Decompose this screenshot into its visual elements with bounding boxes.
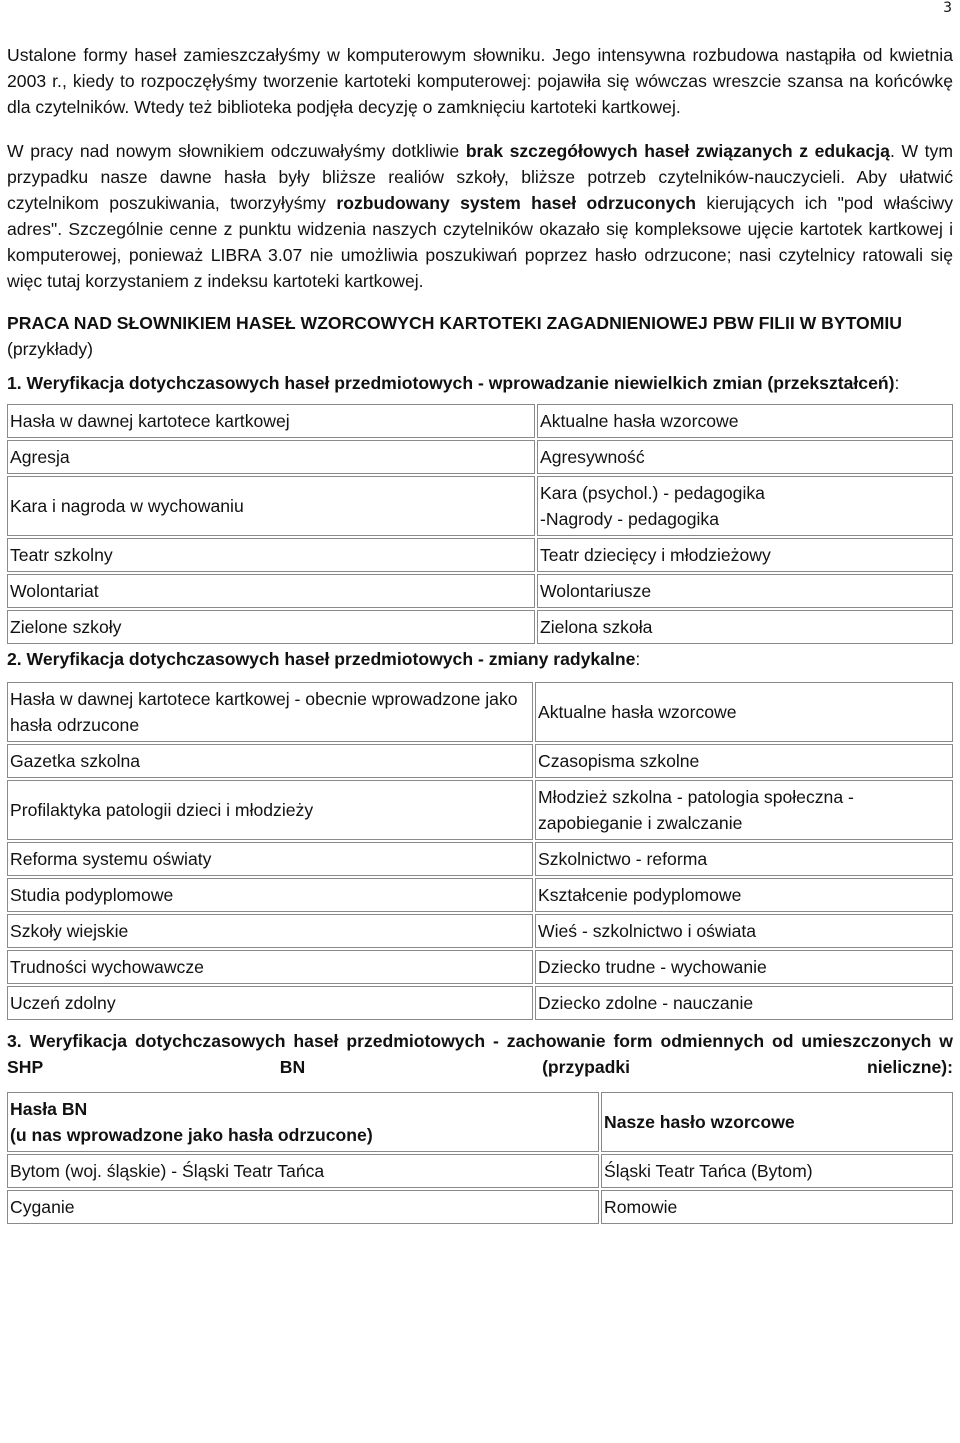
header-old-heading: Hasła w dawnej kartotece kartkowej - obecnie wprowadzone jako hasła odrzucone [7, 682, 533, 742]
main-heading-note: (przykłady) [7, 339, 94, 359]
main-heading [7, 310, 953, 362]
section2-heading-suffix: : [635, 649, 641, 669]
header-old-heading: Hasła BN (u nas wprowadzone jako hasła odrzucone) [7, 1092, 599, 1152]
current-heading-cell: Kształcenie podyplomowe [535, 878, 953, 912]
paragraph-text: kierujących ich "pod właściwy adres". Szczególnie cenne z punktu widzenia naszych czytelników okazało się kompleksowe ujęcie kartotek kartkowej i komputerowej, ponieważ LIBRA 3.07 nie umożliwia poszukiwań poprzez hasło odrzucone; nasi czytelnicy ratowali się więc tutaj korzystaniem z indeksu kartoteki kartkowej. [7, 193, 953, 291]
table-row [7, 842, 953, 876]
page-number: 3 [943, 0, 952, 16]
old-heading-cell: Gazetka szkolna [7, 744, 533, 778]
current-heading-cell: Wieś - szkolnictwo i oświata [535, 914, 953, 948]
old-heading-cell: Uczeń zdolny [7, 986, 533, 1020]
current-heading-cell: Teatr dziecięcy i młodzieżowy [537, 538, 953, 572]
current-heading-cell: Śląski Teatr Tańca (Bytom) [601, 1154, 953, 1188]
table-row [7, 476, 953, 536]
table-header-row [7, 682, 953, 742]
section3-heading-bold: 3. Weryfikacja dotychczasowych haseł przedmiotowych - zachowanie form odmiennych od umieszczonych w SHP BN (przypadki nieliczne): [7, 1031, 953, 1077]
old-heading-cell: Kara i nagroda w wychowaniu [7, 476, 535, 536]
paragraph-intro: Ustalone formy haseł zamieszczałyśmy w komputerowym słowniku. Jego intensywna rozbudowa nastąpiła od kwietnia 2003 r., kiedy to rozpoczęłyśmy tworzenie kartoteki komputerowej: pojawiła się wówczas wreszcie szansa na końcówkę dla czytelników. Wtedy też biblioteka podjęła decyzję o zamknięciu kartoteki kartkowej. [7, 45, 953, 117]
section3-heading [7, 1028, 953, 1080]
paragraph-text: W pracy nad nowym słownikiem odczuwałyśmy dotkliwie [7, 141, 466, 161]
current-heading-cell: Romowie [601, 1190, 953, 1224]
table-row [7, 538, 953, 572]
table-row [7, 440, 953, 474]
old-heading-cell: Studia podyplomowe [7, 878, 533, 912]
section3-table [5, 1090, 955, 1226]
section1-table [5, 402, 955, 646]
old-heading-cell: Teatr szkolny [7, 538, 535, 572]
old-heading-cell: Reforma systemu oświaty [7, 842, 533, 876]
section2-table [5, 680, 955, 1022]
header-current-heading: Aktualne hasła wzorcowe [537, 404, 953, 438]
paragraph-text: . W tym przypadku nasze dawne hasła były bliższe realiów szkoły, bliższe potrzeb czytelników-nauczycieli. Aby ułatwić czytelnikom poszukiwania, tworzyłyśmy [7, 141, 953, 213]
table-row [7, 780, 953, 840]
table-row [7, 574, 953, 608]
table-row [7, 1190, 953, 1224]
paragraph-emphasis: rozbudowany system haseł odrzuconych [336, 193, 696, 213]
header-current-heading: Nasze hasło wzorcowe [601, 1092, 953, 1152]
old-heading-cell: Agresja [7, 440, 535, 474]
old-heading-cell: Profilaktyka patologii dzieci i młodzieży [7, 780, 533, 840]
main-heading-bold: PRACA NAD SŁOWNIKIEM HASEŁ WZORCOWYCH KARTOTEKI ZAGADNIENIOWEJ PBW FILII W BYTOMIU [7, 313, 902, 333]
paragraph-emphasis: brak szczegółowych haseł związanych z edukacją [465, 141, 890, 161]
table-row [7, 950, 953, 984]
header-old-heading: Hasła w dawnej kartotece kartkowej [7, 404, 535, 438]
current-heading-cell: Dziecko trudne - wychowanie [535, 950, 953, 984]
old-heading-cell: Szkoły wiejskie [7, 914, 533, 948]
header-current-heading: Aktualne hasła wzorcowe [535, 682, 953, 742]
current-heading-cell: Szkolnictwo - reforma [535, 842, 953, 876]
section2-heading [7, 646, 953, 672]
old-heading-cell: Cyganie [7, 1190, 599, 1224]
current-heading-cell: Wolontariusze [537, 574, 953, 608]
section1-heading-suffix: : [894, 373, 900, 393]
table-header-row [7, 1092, 953, 1152]
current-heading-cell: Zielona szkoła [537, 610, 953, 644]
table-row [7, 744, 953, 778]
section2-heading-bold: 2. Weryfikacja dotychczasowych haseł przedmiotowych - zmiany radykalne [7, 649, 636, 669]
table-row [7, 914, 953, 948]
table-row [7, 878, 953, 912]
old-heading-cell: Wolontariat [7, 574, 535, 608]
section1-heading-bold: 1. Weryfikacja dotychczasowych haseł przedmiotowych - wprowadzanie niewielkich zmian (przekształceń) [7, 373, 895, 393]
table-header-row [7, 404, 953, 438]
current-heading-cell: Czasopisma szkolne [535, 744, 953, 778]
current-heading-cell: Młodzież szkolna - patologia społeczna - zapobieganie i zwalczanie [535, 780, 953, 840]
old-heading-cell: Bytom (woj. śląskie) - Śląski Teatr Tańca [7, 1154, 599, 1188]
table-row [7, 986, 953, 1020]
old-heading-cell: Zielone szkoły [7, 610, 535, 644]
current-heading-cell: Kara (psychol.) - pedagogika -Nagrody - pedagogika [537, 476, 953, 536]
paragraph-education [7, 138, 953, 294]
current-heading-cell: Dziecko zdolne - nauczanie [535, 986, 953, 1020]
old-heading-cell: Trudności wychowawcze [7, 950, 533, 984]
document-body [7, 42, 953, 1226]
table-row [7, 610, 953, 644]
current-heading-cell: Agresywność [537, 440, 953, 474]
section1-heading [7, 370, 953, 396]
table-row [7, 1154, 953, 1188]
